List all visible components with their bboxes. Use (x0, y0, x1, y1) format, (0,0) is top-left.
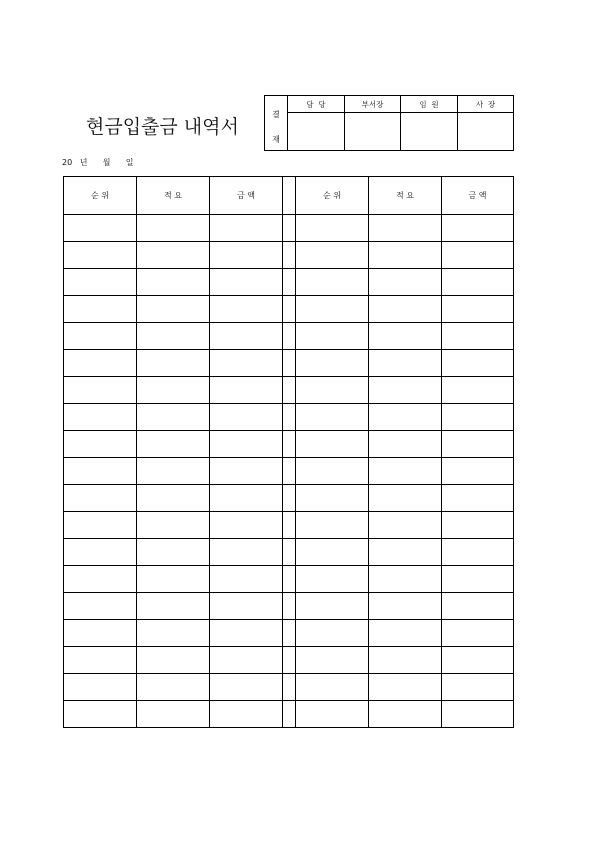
cell-gap (283, 485, 296, 512)
cell-gap (283, 620, 296, 647)
ledger-header-row (64, 177, 514, 215)
table-row (64, 323, 514, 350)
cell-summary-left[interactable] (137, 458, 210, 485)
cell-summary-right[interactable] (369, 431, 442, 458)
approval-header-executive: 임 원 (401, 96, 458, 113)
header-amount-left: 금 액 (210, 177, 283, 215)
cell-amount-right[interactable] (442, 404, 514, 431)
cell-summary-right[interactable] (369, 512, 442, 539)
cell-amount-left[interactable] (210, 674, 283, 701)
cell-rank-right[interactable] (296, 701, 369, 728)
cell-amount-right[interactable] (442, 242, 514, 269)
cell-amount-right[interactable] (442, 674, 514, 701)
cell-amount-right[interactable] (442, 620, 514, 647)
cell-summary-left[interactable] (137, 215, 210, 242)
cell-amount-left[interactable] (210, 458, 283, 485)
cell-amount-left[interactable] (210, 701, 283, 728)
cell-rank-right[interactable] (296, 242, 369, 269)
approval-header-president: 사 장 (458, 96, 514, 113)
cell-gap (283, 566, 296, 593)
cell-rank-right[interactable] (296, 296, 369, 323)
cell-summary-left[interactable] (137, 269, 210, 296)
cell-rank-left[interactable] (64, 242, 137, 269)
header-amount-right: 금 액 (442, 177, 514, 215)
cell-rank-left[interactable] (64, 377, 137, 404)
cell-amount-right[interactable] (442, 593, 514, 620)
cell-rank-left[interactable] (64, 323, 137, 350)
cell-amount-left[interactable] (210, 404, 283, 431)
cell-rank-left[interactable] (64, 431, 137, 458)
table-row (64, 458, 514, 485)
cell-amount-left[interactable] (210, 242, 283, 269)
cell-gap (283, 323, 296, 350)
table-row (64, 593, 514, 620)
cell-rank-left[interactable] (64, 350, 137, 377)
cell-summary-right[interactable] (369, 566, 442, 593)
cell-amount-right[interactable] (442, 377, 514, 404)
cell-rank-right[interactable] (296, 566, 369, 593)
date-line: 20 년 월 일 (62, 158, 134, 167)
cell-amount-left[interactable] (210, 431, 283, 458)
table-row (64, 242, 514, 269)
page-title: 현금입출금 내역서 (86, 116, 239, 138)
cell-gap (283, 512, 296, 539)
cell-amount-right[interactable] (442, 566, 514, 593)
cell-amount-left[interactable] (210, 296, 283, 323)
table-row (64, 512, 514, 539)
cell-summary-left[interactable] (137, 377, 210, 404)
cell-gap (283, 674, 296, 701)
cell-summary-right[interactable] (369, 647, 442, 674)
cell-rank-left[interactable] (64, 215, 137, 242)
approval-header-staff: 담 당 (288, 96, 345, 113)
cell-amount-left[interactable] (210, 566, 283, 593)
signature-cell-staff[interactable] (288, 113, 345, 151)
cell-amount-right[interactable] (442, 269, 514, 296)
cell-summary-right[interactable] (369, 215, 442, 242)
approval-side-label (265, 96, 288, 151)
cell-summary-right[interactable] (369, 269, 442, 296)
cell-summary-left[interactable] (137, 350, 210, 377)
cell-rank-left[interactable] (64, 458, 137, 485)
cell-summary-right[interactable] (369, 377, 442, 404)
signature-cell-president[interactable] (458, 113, 514, 151)
cell-amount-left[interactable] (210, 647, 283, 674)
cell-summary-left[interactable] (137, 539, 210, 566)
cell-summary-left[interactable] (137, 323, 210, 350)
table-row (64, 431, 514, 458)
cell-rank-left[interactable] (64, 593, 137, 620)
header-rank-left: 순 위 (64, 177, 137, 215)
approval-side-bottom: 재 (272, 135, 280, 144)
cell-amount-left[interactable] (210, 539, 283, 566)
cell-summary-right[interactable] (369, 701, 442, 728)
cell-amount-right[interactable] (442, 323, 514, 350)
table-row (64, 539, 514, 566)
cell-amount-right[interactable] (442, 539, 514, 566)
cell-summary-left[interactable] (137, 404, 210, 431)
cell-amount-right[interactable] (442, 647, 514, 674)
cell-summary-right[interactable] (369, 323, 442, 350)
table-row (64, 377, 514, 404)
cell-amount-right[interactable] (442, 485, 514, 512)
cell-amount-left[interactable] (210, 485, 283, 512)
table-row (64, 647, 514, 674)
cell-rank-right[interactable] (296, 674, 369, 701)
cell-summary-right[interactable] (369, 242, 442, 269)
cell-rank-right[interactable] (296, 512, 369, 539)
table-row (64, 215, 514, 242)
table-row (64, 296, 514, 323)
cell-amount-left[interactable] (210, 620, 283, 647)
cell-amount-left[interactable] (210, 512, 283, 539)
cell-rank-right[interactable] (296, 350, 369, 377)
cell-amount-left[interactable] (210, 215, 283, 242)
cell-gap (283, 350, 296, 377)
cell-rank-right[interactable] (296, 620, 369, 647)
cell-amount-left[interactable] (210, 269, 283, 296)
cell-rank-left[interactable] (64, 566, 137, 593)
cell-summary-right[interactable] (369, 593, 442, 620)
cell-summary-right[interactable] (369, 539, 442, 566)
cell-rank-right[interactable] (296, 593, 369, 620)
cell-gap (283, 539, 296, 566)
cell-summary-right[interactable] (369, 404, 442, 431)
cell-summary-left[interactable] (137, 485, 210, 512)
cell-gap (283, 404, 296, 431)
cell-rank-right[interactable] (296, 539, 369, 566)
cell-amount-left[interactable] (210, 350, 283, 377)
cell-amount-right[interactable] (442, 296, 514, 323)
cell-rank-right[interactable] (296, 404, 369, 431)
cell-rank-left[interactable] (64, 674, 137, 701)
cell-rank-right[interactable] (296, 647, 369, 674)
cell-gap (283, 377, 296, 404)
cell-rank-right[interactable] (296, 431, 369, 458)
table-row (64, 269, 514, 296)
cell-summary-left[interactable] (137, 296, 210, 323)
cell-summary-left[interactable] (137, 701, 210, 728)
cell-rank-left[interactable] (64, 404, 137, 431)
cell-amount-right[interactable] (442, 215, 514, 242)
cell-gap (283, 431, 296, 458)
cell-rank-left[interactable] (64, 620, 137, 647)
cell-summary-left[interactable] (137, 566, 210, 593)
signature-cell-executive[interactable] (401, 113, 458, 151)
table-row (64, 620, 514, 647)
table-row (64, 350, 514, 377)
cell-summary-right[interactable] (369, 674, 442, 701)
cell-gap (283, 296, 296, 323)
cell-summary-left[interactable] (137, 242, 210, 269)
cell-gap (283, 701, 296, 728)
cell-summary-left[interactable] (137, 512, 210, 539)
cell-summary-left[interactable] (137, 674, 210, 701)
signature-cell-dept-head[interactable] (345, 113, 401, 151)
cell-rank-left[interactable] (64, 485, 137, 512)
cell-rank-right[interactable] (296, 323, 369, 350)
cell-amount-right[interactable] (442, 431, 514, 458)
cell-rank-left[interactable] (64, 269, 137, 296)
cell-summary-right[interactable] (369, 458, 442, 485)
cell-amount-left[interactable] (210, 323, 283, 350)
approval-side-top: 결 (272, 110, 280, 119)
cell-amount-right[interactable] (442, 350, 514, 377)
cell-rank-right[interactable] (296, 458, 369, 485)
approval-box (264, 95, 514, 151)
cell-amount-right[interactable] (442, 458, 514, 485)
header-summary-right: 적 요 (369, 177, 442, 215)
cell-rank-right[interactable] (296, 485, 369, 512)
cell-rank-left[interactable] (64, 647, 137, 674)
cell-gap (283, 242, 296, 269)
cell-amount-left[interactable] (210, 377, 283, 404)
cell-summary-left[interactable] (137, 620, 210, 647)
cell-summary-right[interactable] (369, 296, 442, 323)
cell-rank-right[interactable] (296, 269, 369, 296)
cell-summary-left[interactable] (137, 593, 210, 620)
header-summary-left: 적 요 (137, 177, 210, 215)
table-row (64, 485, 514, 512)
cell-summary-right[interactable] (369, 620, 442, 647)
table-row (64, 701, 514, 728)
header-rank-right: 순 위 (296, 177, 369, 215)
cell-gap (283, 215, 296, 242)
cell-rank-left[interactable] (64, 701, 137, 728)
cell-amount-right[interactable] (442, 512, 514, 539)
cell-rank-left[interactable] (64, 296, 137, 323)
cell-rank-left[interactable] (64, 539, 137, 566)
table-row (64, 566, 514, 593)
cell-rank-right[interactable] (296, 215, 369, 242)
cell-rank-right[interactable] (296, 377, 369, 404)
cell-summary-left[interactable] (137, 647, 210, 674)
ledger-table (63, 176, 514, 728)
cell-gap (283, 593, 296, 620)
table-row (64, 674, 514, 701)
cell-summary-left[interactable] (137, 431, 210, 458)
cell-summary-right[interactable] (369, 350, 442, 377)
cell-amount-left[interactable] (210, 593, 283, 620)
approval-header-dept-head: 부서장 (345, 96, 401, 113)
cell-gap (283, 647, 296, 674)
cell-gap (283, 269, 296, 296)
cell-summary-right[interactable] (369, 485, 442, 512)
cell-amount-right[interactable] (442, 701, 514, 728)
table-row (64, 404, 514, 431)
cell-rank-left[interactable] (64, 512, 137, 539)
header-gap (283, 177, 296, 215)
cell-gap (283, 458, 296, 485)
